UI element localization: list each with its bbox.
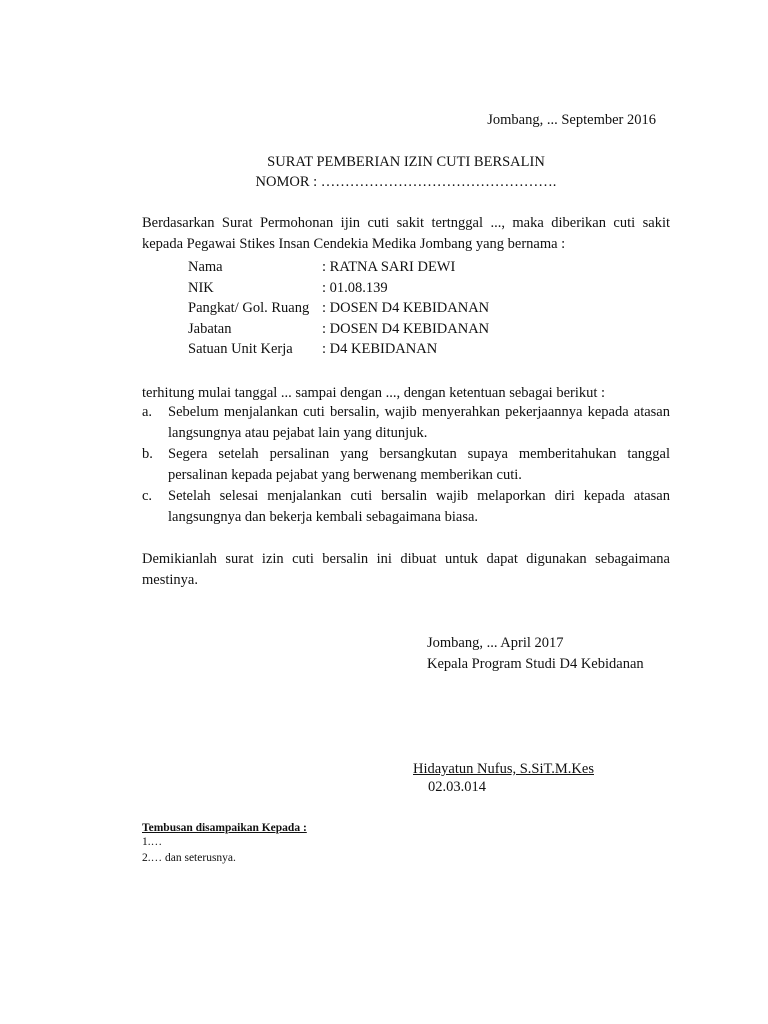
list-text: Setelah selesai menjalankan cuti bersalin wajib melaporkan diri kepada atasan langsungnya dan bekerja kembali sebagaimana biasa. <box>168 488 670 525</box>
letter-number: NOMOR : …………………………………………. <box>255 174 557 190</box>
field-row-nik <box>188 278 489 299</box>
list-item <box>142 444 670 486</box>
field-label: NIK <box>188 279 214 296</box>
terms-list <box>142 402 670 528</box>
list-item <box>142 486 670 528</box>
field-row-satuan-unit <box>188 339 489 360</box>
employee-fields <box>188 257 489 360</box>
signature-nik: 02.03.014 <box>428 779 486 795</box>
signature-name: Hidayatun Nufus, S.SiT.M.Kes <box>413 761 594 777</box>
field-value: : D4 KEBIDANAN <box>322 341 438 357</box>
field-row-nama <box>188 257 489 278</box>
list-marker: a. <box>142 404 153 420</box>
field-label: Nama <box>188 259 223 275</box>
field-value: : 01.08.139 <box>322 279 388 296</box>
field-label: Satuan Unit Kerja <box>188 341 293 357</box>
list-item <box>142 402 670 444</box>
closing-paragraph: Demikianlah surat izin cuti bersalin ini dibuat untuk dapat digunakan sebagaimana mestinya. <box>142 551 670 588</box>
letter-title: SURAT PEMBERIAN IZIN CUTI BERSALIN <box>267 154 545 170</box>
list-marker: b. <box>142 446 153 462</box>
intro-paragraph: Berdasarkan Surat Permohonan ijin cuti sakit tertnggal ..., maka diberikan cuti sakit kepada Pegawai Stikes Insan Cendekia Medika Jombang yang bernama : <box>142 215 670 252</box>
cc-item: 2.… dan seterusnya. <box>142 852 236 864</box>
letter-date: Jombang, ... September 2016 <box>487 112 656 128</box>
field-row-pangkat <box>188 298 489 319</box>
field-value: : DOSEN D4 KEBIDANAN <box>322 300 490 316</box>
list-marker: c. <box>142 488 153 504</box>
cc-title: Tembusan disampaikan Kepada : <box>142 822 307 834</box>
list-text: Segera setelah persalinan yang bersangkutan supaya memberitahukan tanggal persalinan kepada pejabat yang berwenang memberikan cuti. <box>168 446 670 483</box>
signature-place-date: Jombang, ... April 2017 <box>427 635 564 651</box>
signature-role: Kepala Program Studi D4 Kebidanan <box>427 656 644 672</box>
field-value: : RATNA SARI DEWI <box>322 259 456 275</box>
list-text: Sebelum menjalankan cuti bersalin, wajib menyerahkan pekerjaannya kepada atasan langsungnya atau pejabat lain yang ditunjuk. <box>168 404 670 441</box>
field-value: : DOSEN D4 KEBIDANAN <box>322 320 490 337</box>
field-label: Jabatan <box>188 320 232 337</box>
cc-item: 1.… <box>142 836 163 848</box>
field-label: Pangkat/ Gol. Ruang <box>188 300 310 316</box>
terms-intro: terhitung mulai tanggal ... sampai dengan ..., dengan ketentuan sebagai berikut : <box>142 385 606 401</box>
field-row-jabatan <box>188 319 489 340</box>
